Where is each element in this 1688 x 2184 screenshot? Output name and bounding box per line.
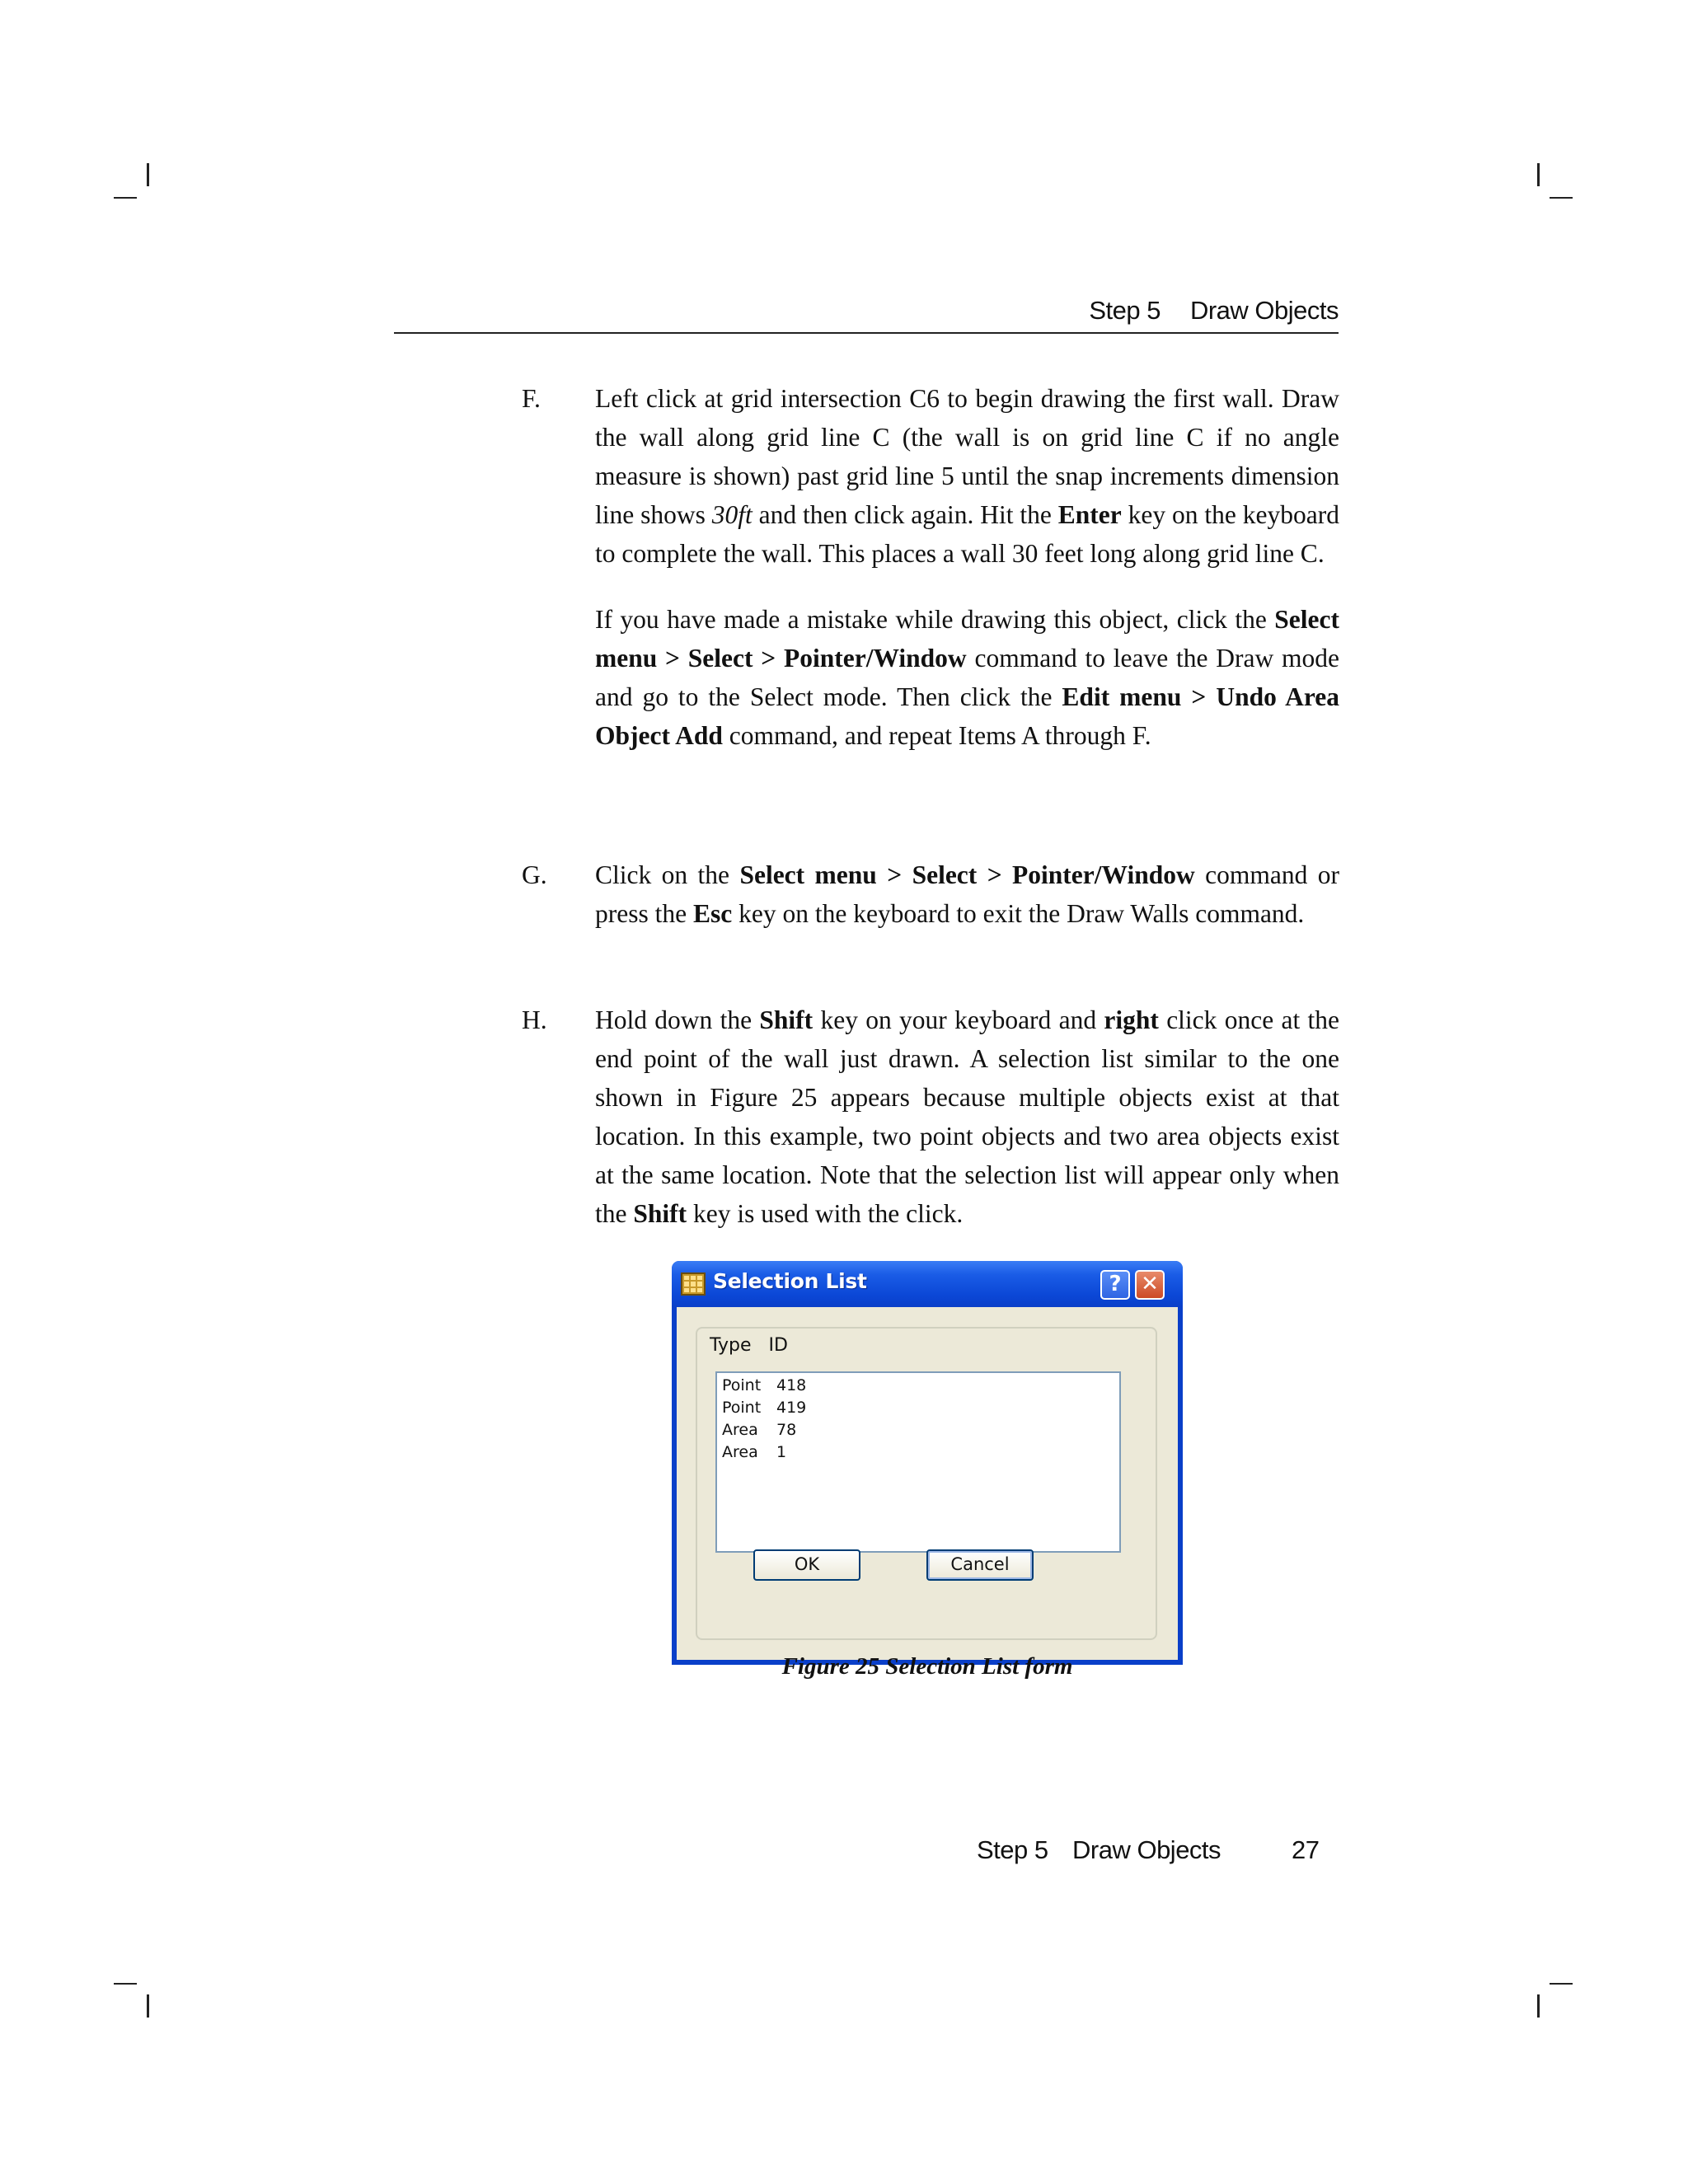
running-header (394, 293, 1339, 334)
row-type: Point (722, 1399, 762, 1417)
paragraph (595, 1001, 1339, 1233)
item-body (595, 379, 1339, 755)
text-run: key on the keyboard to complete the wall. This places a wall 30 feet long along grid line C. (595, 500, 1339, 568)
text-run: key on the keyboard to exit the Draw Walls command. (732, 899, 1305, 928)
crop-mark (114, 197, 137, 199)
text-run: Click on the (595, 860, 740, 889)
list-row[interactable] (722, 1443, 786, 1461)
item-body (595, 855, 1339, 933)
row-type: Area (722, 1443, 758, 1461)
text-run: click once at the end point of the wall just drawn. A selection list similar to the one shown in Figure 25 appears because multiple objects exist at that location. In this example, two point objects and two area objects exist at the same location. Note that the selection list will appear only when the (595, 1005, 1339, 1228)
page-number: 27 (1292, 1835, 1320, 1864)
text-run: Hold down the (595, 1005, 760, 1034)
dialog-title-bar[interactable] (672, 1261, 1183, 1307)
crop-mark (1537, 163, 1540, 186)
footer-step: Step 5 (977, 1835, 1048, 1864)
row-id: 418 (776, 1376, 807, 1394)
ok-button[interactable]: OK (753, 1549, 860, 1581)
item-label: F. (522, 384, 541, 413)
dialog-client-area (677, 1307, 1178, 1660)
close-button[interactable]: ✕ (1135, 1270, 1165, 1300)
row-type: Area (722, 1421, 758, 1439)
bold-text: Edit menu > Undo Area Object Add (595, 682, 1339, 750)
italic-text: 30ft (711, 500, 753, 529)
selection-listbox[interactable] (715, 1371, 1121, 1553)
row-type: Point (722, 1376, 762, 1394)
text-run: command, and repeat Items A through F. (722, 721, 1151, 750)
bold-text: Select menu > Select > Pointer/Window (739, 860, 1195, 889)
paragraph (595, 379, 1339, 573)
crop-mark (1550, 1983, 1573, 1985)
help-button[interactable]: ? (1100, 1270, 1130, 1300)
list-item-f (522, 379, 1339, 755)
list-item-g (522, 855, 1339, 933)
text-run: key on your keyboard and (813, 1005, 1104, 1034)
selection-list-dialog (672, 1261, 1183, 1665)
paragraph (595, 855, 1339, 933)
bold-text: Enter (1057, 500, 1122, 529)
crop-mark (1550, 197, 1573, 199)
text-run: command or press the (595, 860, 1339, 928)
page-footer (977, 1835, 1319, 1865)
text-run: If you have made a mistake while drawing this object, click the (595, 605, 1275, 634)
text-run: Left click at grid intersection C6 to begin drawing the first wall. Draw the wall along grid line C (the wall is on grid line C if no angle measure is shown) past grid line 5 until the snap increments dimension line shows (595, 384, 1339, 529)
text-run: and then click again. Hit the (752, 500, 1058, 529)
list-row[interactable] (722, 1421, 796, 1439)
bold-text: Shift (759, 1005, 814, 1034)
header-step: Step 5 (1089, 296, 1160, 325)
dialog-title: Selection List (713, 1269, 867, 1293)
row-id: 1 (776, 1443, 787, 1461)
bold-text: Select menu > Select > Pointer/Window (595, 605, 1339, 673)
header-title: Draw Objects (1189, 296, 1339, 325)
crop-mark (147, 1994, 149, 2018)
crop-mark (114, 1983, 137, 1985)
footer-title: Draw Objects (1072, 1835, 1221, 1864)
figure-caption: Figure 25 Selection List form (781, 1653, 1073, 1680)
crop-mark (1537, 1994, 1540, 2018)
paragraph (595, 600, 1339, 755)
header-text (1089, 296, 1339, 326)
row-id: 419 (776, 1399, 807, 1417)
bold-text: right (1104, 1005, 1159, 1034)
bold-text: Shift (633, 1199, 687, 1228)
cancel-button[interactable]: Cancel (926, 1549, 1034, 1581)
app-grid-icon (681, 1272, 706, 1296)
item-label: H. (522, 1005, 547, 1034)
row-id: 78 (776, 1421, 797, 1439)
item-body (595, 1001, 1339, 1233)
text-run: key is used with the click. (687, 1199, 964, 1228)
crop-mark (147, 163, 149, 186)
bold-text: Esc (692, 899, 733, 928)
list-item-h (522, 1001, 1339, 1233)
list-row[interactable] (722, 1399, 806, 1417)
column-header: Type ID (710, 1335, 788, 1356)
item-label: G. (522, 860, 547, 889)
text-run: command to leave the Draw mode and go to the Select mode. Then click the (595, 644, 1339, 711)
list-row[interactable] (722, 1376, 806, 1394)
